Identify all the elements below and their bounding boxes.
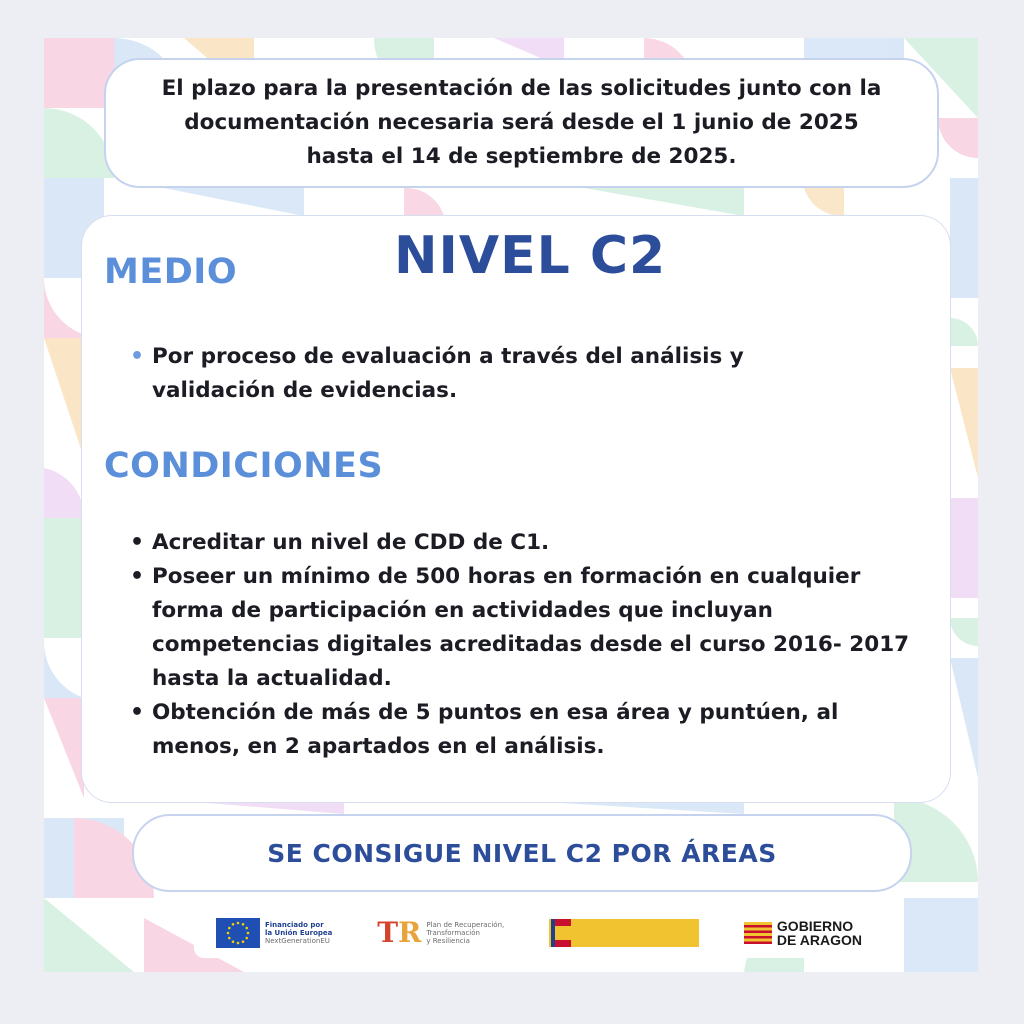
logo-strip	[194, 908, 884, 958]
main-content-card	[82, 216, 950, 802]
medio-heading: MEDIO	[104, 252, 238, 292]
main-title: NIVEL C2	[394, 226, 667, 286]
eu-logo-line: Financiado por	[265, 921, 324, 929]
eu-flag-icon	[216, 918, 260, 948]
list-item-text: Poseer un mínimo de 500 horas en formación en cualquier forma de participación en actividades que incluyan competencias digitales acreditadas desde el curso 2016- 2017 hasta la actualidad.	[152, 564, 910, 691]
eu-logo-line: NextGenerationEU	[265, 937, 330, 945]
bullet-icon: •	[130, 344, 145, 369]
poster	[44, 38, 978, 972]
bullet-icon: •	[130, 564, 145, 589]
eu-logo-line: la Unión Europea	[265, 929, 333, 937]
prtr-logo-line: y Resiliencia	[426, 937, 470, 945]
eu-funding-logo	[216, 918, 332, 948]
gobierno-espana-logo	[549, 919, 699, 947]
aragon-logo-line: GOBIERNO	[776, 918, 854, 934]
prtr-logo-line: Plan de Recuperación,	[426, 921, 505, 929]
aragon-flag-icon	[744, 922, 772, 944]
prtr-logo-line: Transformación	[426, 929, 480, 937]
areas-banner	[132, 814, 912, 892]
bullet-icon: •	[130, 700, 145, 725]
list-item-text: Obtención de más de 5 puntos en esa área y puntúen, al menos, en 2 apartados en el análisis.	[152, 700, 839, 759]
deadline-notice-text: El plazo para la presentación de las solicitudes junto con la documentación necesaria será desde el 1 junio de 2025 hasta el 14 de septiembre de 2025.	[161, 76, 882, 169]
prtr-logo	[377, 918, 504, 948]
gobierno-aragon-logo	[744, 919, 862, 947]
gobierno-espana-emblem	[549, 919, 699, 947]
list-item-text: Acreditar un nivel de CDD de C1.	[152, 530, 550, 555]
condiciones-list	[130, 526, 920, 764]
list-item-text: Por proceso de evaluación a través del análisis y validación de evidencias.	[152, 344, 744, 403]
aragon-logo-line: DE ARAGON	[776, 932, 862, 948]
list-item	[130, 526, 920, 560]
spain-flag-icon	[555, 919, 571, 947]
condiciones-heading: CONDICIONES	[104, 446, 384, 486]
list-item	[130, 560, 920, 696]
list-item	[130, 340, 870, 408]
bullet-icon: •	[130, 530, 145, 555]
areas-banner-text: SE CONSIGUE NIVEL C2 POR ÁREAS	[267, 838, 777, 868]
medio-list	[130, 340, 870, 408]
list-item	[130, 696, 920, 764]
prtr-mark-icon: TR	[377, 916, 422, 949]
deadline-notice-card	[104, 58, 939, 188]
